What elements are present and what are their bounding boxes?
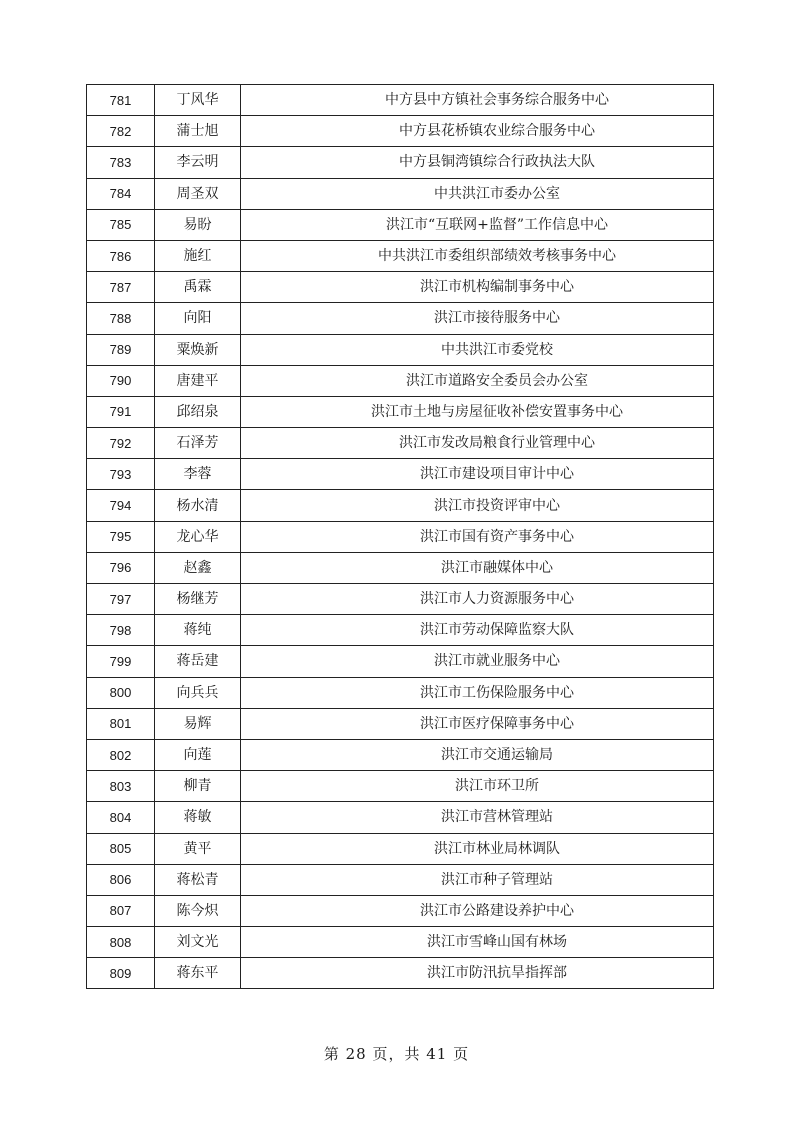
person-name: 蒲士旭	[155, 116, 241, 147]
table-row	[87, 927, 714, 958]
work-unit	[241, 459, 714, 490]
row-number: 804	[87, 802, 155, 833]
table-row	[87, 708, 714, 739]
person-name: 杨继芳	[155, 584, 241, 615]
row-number: 787	[87, 272, 155, 303]
work-unit-text: 洪江市就业服务中心	[434, 653, 560, 670]
work-unit-text: 中方县中方镇社会事务综合服务中心	[385, 92, 609, 109]
table-row	[87, 428, 714, 459]
table-row	[87, 209, 714, 240]
person-name: 向阳	[155, 303, 241, 334]
row-number: 781	[87, 85, 155, 116]
work-unit	[241, 303, 714, 334]
row-number: 806	[87, 864, 155, 895]
row-number: 788	[87, 303, 155, 334]
work-unit	[241, 521, 714, 552]
table-row	[87, 833, 714, 864]
table-row	[87, 147, 714, 178]
work-unit-text: 中方县花桥镇农业综合服务中心	[399, 123, 595, 140]
row-number: 796	[87, 552, 155, 583]
work-unit-text: 洪江市营林管理站	[441, 809, 553, 826]
person-name: 石泽芳	[155, 428, 241, 459]
row-number: 801	[87, 708, 155, 739]
person-name: 龙心华	[155, 521, 241, 552]
work-unit-text: 洪江市环卫所	[455, 778, 539, 795]
work-unit-text: 洪江市劳动保障监察大队	[420, 622, 574, 639]
work-unit-text: 洪江市道路安全委员会办公室	[406, 372, 588, 389]
table-row	[87, 677, 714, 708]
work-unit	[241, 240, 714, 271]
work-unit	[241, 552, 714, 583]
work-unit	[241, 958, 714, 989]
work-unit	[241, 178, 714, 209]
work-unit	[241, 615, 714, 646]
roster-table-body	[87, 85, 714, 989]
row-number: 786	[87, 240, 155, 271]
table-row	[87, 895, 714, 926]
work-unit	[241, 708, 714, 739]
table-row	[87, 240, 714, 271]
work-unit-text: 洪江市国有资产事务中心	[420, 528, 574, 545]
person-name: 周圣双	[155, 178, 241, 209]
table-row	[87, 584, 714, 615]
row-number: 797	[87, 584, 155, 615]
row-number: 799	[87, 646, 155, 677]
row-number: 807	[87, 895, 155, 926]
work-unit-text: 洪江市发改局粮食行业管理中心	[399, 435, 595, 452]
person-name: 向兵兵	[155, 677, 241, 708]
table-row	[87, 802, 714, 833]
person-name: 蒋纯	[155, 615, 241, 646]
work-unit-text: 洪江市接待服务中心	[434, 310, 560, 327]
person-name: 陈今炽	[155, 895, 241, 926]
work-unit	[241, 116, 714, 147]
row-number: 798	[87, 615, 155, 646]
person-name: 施红	[155, 240, 241, 271]
table-row	[87, 646, 714, 677]
person-name: 粟焕新	[155, 334, 241, 365]
work-unit-text: 洪江市医疗保障事务中心	[420, 715, 574, 732]
work-unit	[241, 584, 714, 615]
work-unit-text: 洪江市种子管理站	[441, 871, 553, 888]
table-row	[87, 552, 714, 583]
row-number: 784	[87, 178, 155, 209]
table-row	[87, 334, 714, 365]
table-row	[87, 490, 714, 521]
page-number-footer: 第 28 页，共 41 页	[323, 1045, 470, 1063]
table-row	[87, 459, 714, 490]
person-name: 李蓉	[155, 459, 241, 490]
work-unit-text: 洪江市土地与房屋征收补偿安置事务中心	[371, 403, 623, 420]
person-name: 蒋东平	[155, 958, 241, 989]
work-unit	[241, 272, 714, 303]
work-unit-text: 洪江市人力资源服务中心	[420, 591, 574, 608]
work-unit	[241, 209, 714, 240]
table-row	[87, 85, 714, 116]
row-number: 794	[87, 490, 155, 521]
row-number: 790	[87, 365, 155, 396]
work-unit	[241, 147, 714, 178]
row-number: 795	[87, 521, 155, 552]
roster-sheet	[86, 84, 714, 989]
work-unit	[241, 739, 714, 770]
person-name: 黄平	[155, 833, 241, 864]
person-name: 蒋敏	[155, 802, 241, 833]
person-name: 蒋松青	[155, 864, 241, 895]
person-name: 赵鑫	[155, 552, 241, 583]
row-number: 782	[87, 116, 155, 147]
row-number: 809	[87, 958, 155, 989]
person-name: 蒋岳建	[155, 646, 241, 677]
work-unit-text: 洪江市防汛抗旱指挥部	[427, 965, 567, 982]
work-unit-text: 洪江市工伤保险服务中心	[420, 684, 574, 701]
table-row	[87, 272, 714, 303]
work-unit-text: 洪江市融媒体中心	[441, 559, 553, 576]
work-unit	[241, 490, 714, 521]
work-unit	[241, 802, 714, 833]
person-name: 丁风华	[155, 85, 241, 116]
table-row	[87, 521, 714, 552]
table-row	[87, 615, 714, 646]
work-unit-text: 中共洪江市委办公室	[434, 185, 560, 202]
work-unit	[241, 334, 714, 365]
work-unit-text: 洪江市投资评审中心	[434, 497, 560, 514]
person-name: 易辉	[155, 708, 241, 739]
work-unit-text: 洪江市“互联网+监督”工作信息中心	[385, 216, 609, 233]
table-row	[87, 116, 714, 147]
work-unit-text: 中共洪江市委组织部绩效考核事务中心	[378, 248, 616, 265]
work-unit-text: 洪江市林业局林调队	[434, 840, 560, 857]
work-unit-text: 中方县铜湾镇综合行政执法大队	[399, 154, 595, 171]
work-unit-text: 洪江市雪峰山国有林场	[427, 934, 567, 951]
table-row	[87, 958, 714, 989]
work-unit	[241, 677, 714, 708]
row-number: 793	[87, 459, 155, 490]
table-row	[87, 365, 714, 396]
work-unit	[241, 771, 714, 802]
work-unit-text: 洪江市建设项目审计中心	[420, 466, 574, 483]
work-unit	[241, 428, 714, 459]
work-unit	[241, 396, 714, 427]
person-name: 易盼	[155, 209, 241, 240]
person-name: 杨水清	[155, 490, 241, 521]
person-name: 柳青	[155, 771, 241, 802]
work-unit	[241, 864, 714, 895]
person-name: 唐建平	[155, 365, 241, 396]
table-row	[87, 864, 714, 895]
work-unit	[241, 895, 714, 926]
row-number: 800	[87, 677, 155, 708]
table-row	[87, 771, 714, 802]
work-unit	[241, 85, 714, 116]
work-unit-text: 洪江市交通运输局	[441, 747, 553, 764]
row-number: 805	[87, 833, 155, 864]
work-unit	[241, 927, 714, 958]
person-name: 禹霖	[155, 272, 241, 303]
person-name: 向莲	[155, 739, 241, 770]
work-unit	[241, 833, 714, 864]
person-name: 刘文光	[155, 927, 241, 958]
work-unit	[241, 365, 714, 396]
table-row	[87, 396, 714, 427]
table-row	[87, 739, 714, 770]
person-name: 邱绍泉	[155, 396, 241, 427]
row-number: 808	[87, 927, 155, 958]
row-number: 785	[87, 209, 155, 240]
work-unit	[241, 646, 714, 677]
row-number: 783	[87, 147, 155, 178]
row-number: 792	[87, 428, 155, 459]
row-number: 803	[87, 771, 155, 802]
work-unit-text: 中共洪江市委党校	[441, 341, 553, 358]
row-number: 802	[87, 739, 155, 770]
work-unit-text: 洪江市机构编制事务中心	[420, 279, 574, 296]
roster-table	[86, 84, 714, 989]
person-name: 李云明	[155, 147, 241, 178]
row-number: 791	[87, 396, 155, 427]
work-unit-text: 洪江市公路建设养护中心	[420, 902, 574, 919]
row-number: 789	[87, 334, 155, 365]
table-row	[87, 178, 714, 209]
table-row	[87, 303, 714, 334]
